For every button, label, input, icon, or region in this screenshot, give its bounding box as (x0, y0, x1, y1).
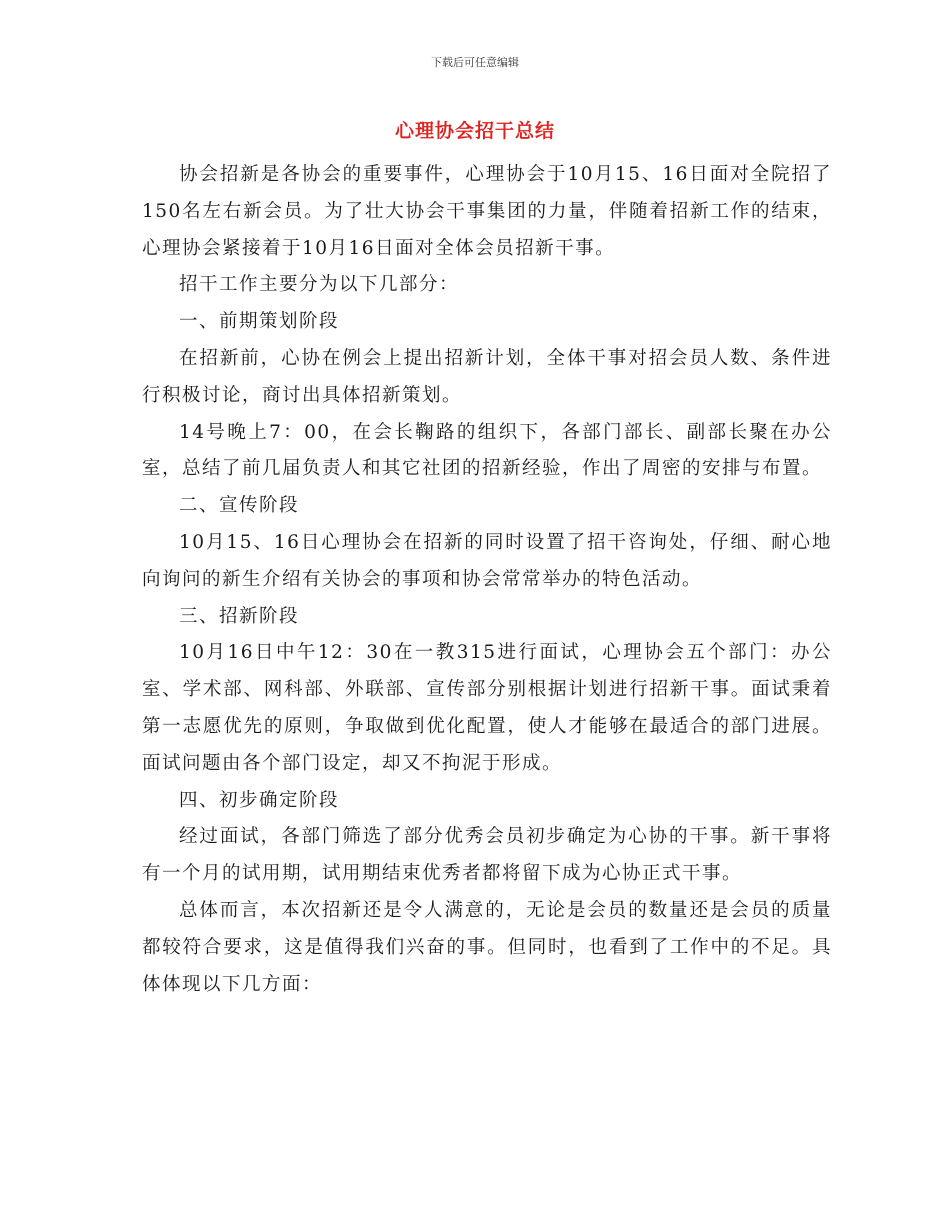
section-heading: 一、前期策划阶段 (179, 311, 340, 333)
section-heading: 二、宣传阶段 (179, 495, 300, 517)
paragraph: 总体而言，本次招新还是令人满意的，无论是会员的数量还是会员的质量都较符合要求，这是值得我们兴奋的事。但同时，也看到了工作中的不足。具体体现以下几方面： (142, 899, 832, 995)
section-heading: 三、招新阶段 (179, 605, 300, 627)
paragraph: 14号晚上7：00，在会长鞠路的组织下，各部门部长、副部长聚在办公室，总结了前几届负责人和其它社团的招新经验，作出了周密的安排与布置。 (142, 421, 832, 480)
paragraph: 招干工作主要分为以下几部分： (179, 274, 460, 296)
paragraph: 在招新前，心协在例会上提出招新计划，全体干事对招会员人数、条件进行积极讨论，商讨出具体招新策划。 (142, 347, 832, 406)
document-title: 心理协会招干总结 (394, 120, 555, 142)
document-body (142, 157, 832, 1003)
paragraph: 10月16日中午12：30在一教315进行面试，心理协会五个部门：办公室、学术部、网科部、外联部、宣传部分别根据计划进行招新干事。面试秉着第一志愿优先的原则，争取做到优化配置，使人才能够在最适合的部门进展。面试问题由各个部门设定，却又不拘泥于形成。 (142, 642, 832, 774)
header-note: 下载后可任意编辑 (431, 56, 519, 69)
paragraph: 经过面试，各部门筛选了部分优秀会员初步确定为心协的干事。新干事将有一个月的试用期，试用期结束优秀者都将留下成为心协正式干事。 (142, 826, 832, 885)
paragraph: 协会招新是各协会的重要事件，心理协会于10月15、16日面对全院招了150名左右新会员。为了壮大协会干事集团的力量，伴随着招新工作的结束，心理协会紧接着于10月16日面对全体会员招新干事。 (142, 164, 832, 259)
paragraph: 10月15、16日心理协会在招新的同时设置了招干咨询处，仔细、耐心地向询问的新生介绍有关协会的事项和协会常常举办的特色活动。 (142, 531, 832, 590)
section-heading: 四、初步确定阶段 (179, 789, 340, 811)
